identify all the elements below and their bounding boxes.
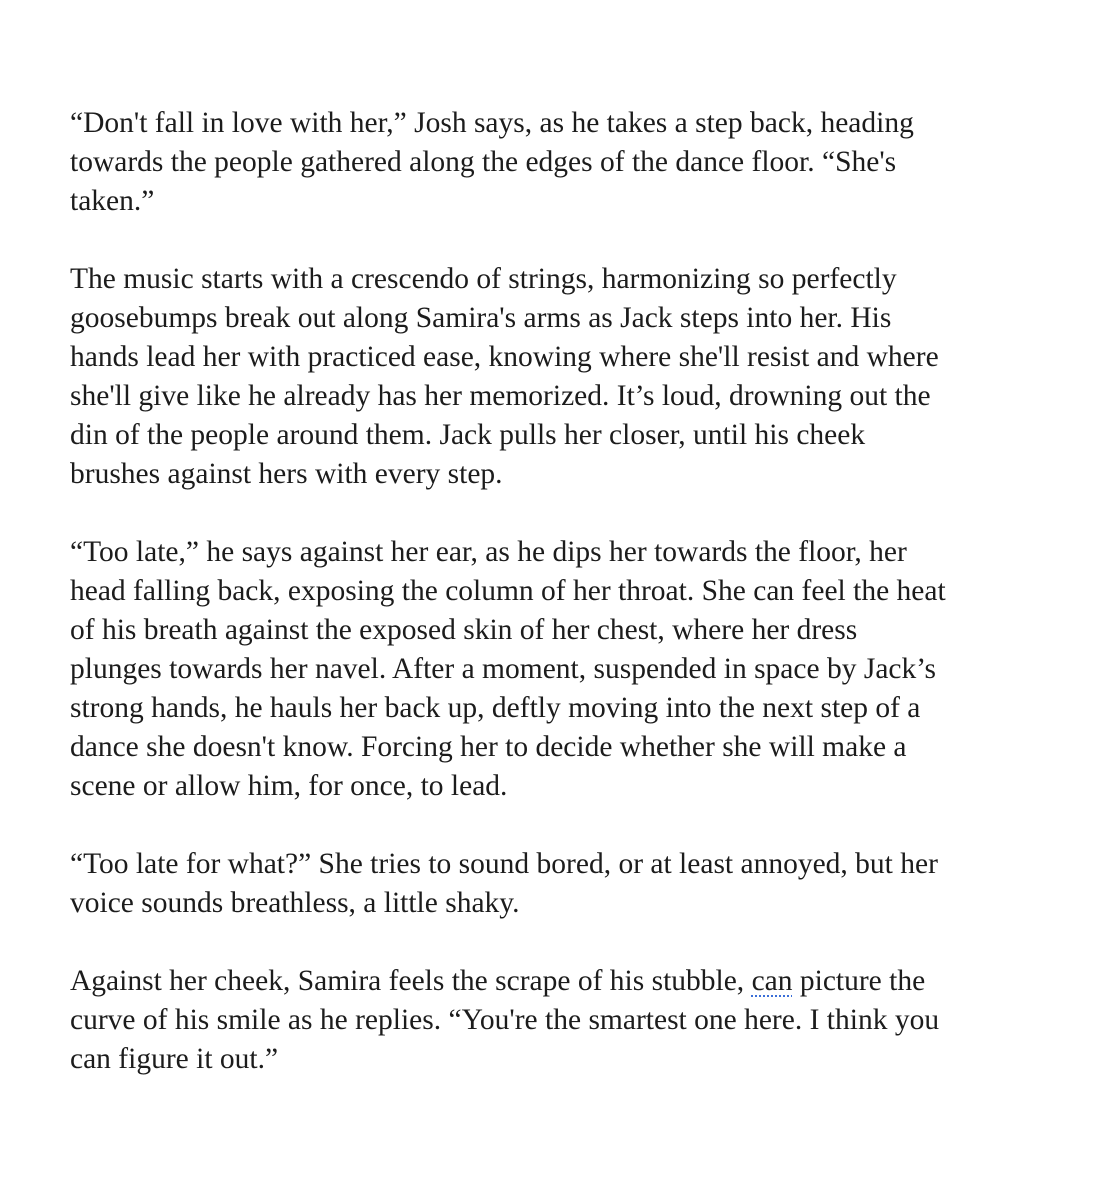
text-line: voice sounds breathless, a little shaky. bbox=[70, 887, 520, 919]
text-line: scene or allow him, for once, to lead. bbox=[70, 770, 508, 802]
text-line: of his breath against the exposed skin of her chest, where her dress bbox=[70, 614, 858, 646]
paragraph-1 bbox=[70, 104, 1060, 221]
text-line: taken.” bbox=[70, 185, 155, 217]
text-line: dance she doesn't know. Forcing her to decide whether she will make a bbox=[70, 731, 907, 763]
text-line: head falling back, exposing the column of her throat. She can feel the heat bbox=[70, 575, 946, 607]
text-line: “Too late for what?” She tries to sound bored, or at least annoyed, but her bbox=[70, 848, 938, 880]
document-body[interactable] bbox=[70, 104, 1060, 1079]
text-line: plunges towards her navel. After a moment, suspended in space by Jack’s bbox=[70, 653, 936, 685]
text-line bbox=[70, 962, 1060, 1001]
text-line: “Don't fall in love with her,” Josh says, as he takes a step back, heading bbox=[70, 107, 914, 139]
paragraph-5 bbox=[70, 962, 1060, 1079]
text-line: towards the people gathered along the edges of the dance floor. “She's bbox=[70, 146, 897, 178]
text-line: din of the people around them. Jack pulls her closer, until his cheek bbox=[70, 419, 866, 451]
paragraph-2 bbox=[70, 260, 1060, 494]
text-line: she'll give like he already has her memorized. It’s loud, drowning out the bbox=[70, 380, 931, 412]
text-segment: picture the bbox=[792, 965, 926, 997]
paragraph-4 bbox=[70, 845, 1060, 923]
text-line: hands lead her with practiced ease, knowing where she'll resist and where bbox=[70, 341, 939, 373]
text-line: brushes against hers with every step. bbox=[70, 458, 503, 490]
text-line: can figure it out.” bbox=[70, 1043, 279, 1075]
text-line: curve of his smile as he replies. “You're the smartest one here. I think you bbox=[70, 1004, 940, 1036]
text-line: goosebumps break out along Samira's arms as Jack steps into her. His bbox=[70, 302, 892, 334]
text-line: “Too late,” he says against her ear, as he dips her towards the floor, her bbox=[70, 536, 907, 568]
text-line: strong hands, he hauls her back up, deftly moving into the next step of a bbox=[70, 692, 921, 724]
grammar-suggestion-underline[interactable]: can bbox=[751, 965, 793, 997]
text-line: The music starts with a crescendo of strings, harmonizing so perfectly bbox=[70, 263, 897, 295]
text-segment: Against her cheek, Samira feels the scrape of his stubble, bbox=[70, 965, 752, 997]
paragraph-3 bbox=[70, 533, 1060, 806]
